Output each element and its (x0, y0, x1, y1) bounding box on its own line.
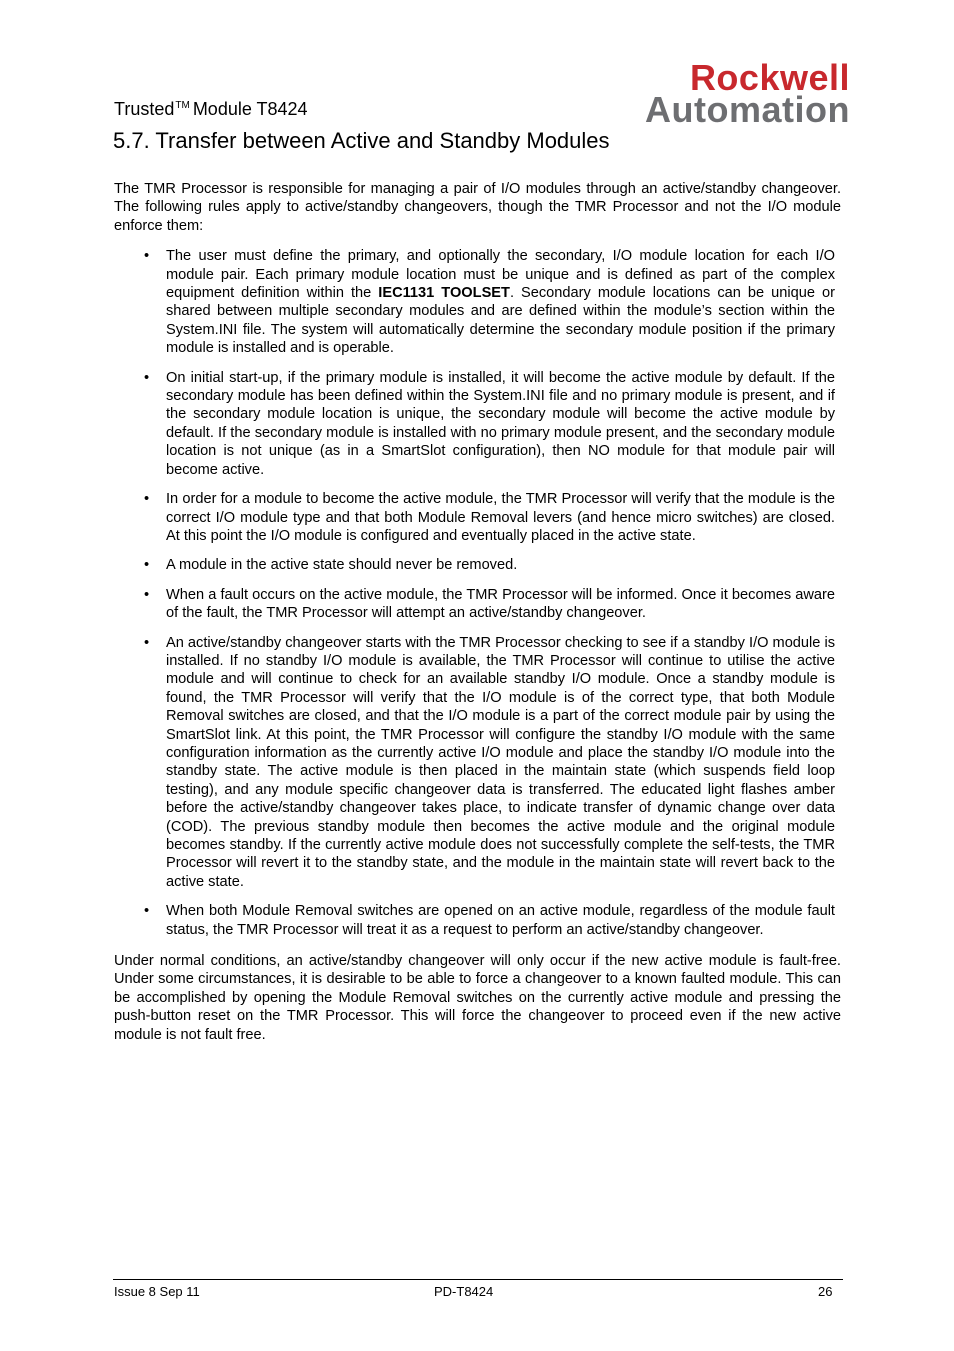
list-item-text: An active/standby changeover starts with the TMR Processor checking to see if a standby I/O module is installed. If no standby I/O module is available, the TMR Processor will continue to utilise the active module and will continue to check for an available standby I/O module. Once a standby module is found, the TMR Processor will verify that the I/O module is of the correct type, that both Module Removal switches are closed, and that the I/O module is a part of the correct module pair by using the SmartSlot link. At this point, the TMR Processor will configure the standby I/O module with the same configuration information as the currently active I/O module and place the standby I/O module into the standby state. The active module is then placed in the maintain state (which suspends field loop testing), and any module specific changeover data is transferred. The educated light flashes amber before the active/standby changeover takes place, to indicate transfer of dynamic change over data (COD). The previous standby module then becomes the active module and the original module becomes standby. If the currently active module does not successfully complete the self-tests, the TMR Processor will revert it to the standby state, and the module in the maintain state will revert back to the active state. (166, 634, 835, 890)
trademark-mark: TM (175, 100, 190, 111)
page-body (114, 180, 841, 1044)
list-item (114, 634, 841, 892)
list-item (114, 586, 841, 623)
footer-issue: Issue 8 Sep 11 (114, 1284, 200, 1299)
list-item (114, 369, 841, 479)
list-item-text: On initial start-up, if the primary module is installed, it will become the active module by default. If the secondary module has been defined within the System.INI file and no primary module is present, and if the secondary module location is unique, the secondary module will become the active module by default. If the secondary module is installed with no primary module present, and the secondary module location is not unique (as in a SmartSlot configuration), then NO module for that module pair will become active. (166, 369, 835, 478)
footer-document-number: PD-T8424 (434, 1284, 494, 1299)
bullet-glyph: • (144, 586, 150, 603)
bullet-glyph: • (144, 557, 150, 574)
bullet-glyph: • (144, 248, 150, 265)
product-suffix: Module T8424 (192, 99, 308, 119)
list-item-text: In order for a module to become the active module, the TMR Processor will verify that the module is the correct I/O module type and that both Module Removal levers (and hence micro switches) are closed. At this point the I/O module is configured and eventually placed in the active state. (166, 491, 835, 544)
bullet-glyph: • (144, 369, 150, 386)
list-item (114, 556, 841, 574)
rules-list (114, 247, 841, 939)
rockwell-automation-logo (597, 57, 850, 130)
bullet-glyph: • (144, 634, 150, 651)
closing-paragraph: Under normal conditions, an active/standby changeover will only occur if the new active module is fault-free. Under some circumstances, it is desirable to be able to force a changeover to a known faulted module. This can be accomplished by opening the Module Removal switches on the currently active module and pressing the push-button reset on the TMR Processor. This will force the changeover to proceed even if the new active module is not fault free. (114, 953, 841, 1043)
intro-paragraph: The TMR Processor is responsible for managing a pair of I/O modules through an active/standby changeover. The following rules apply to active/standby changeovers, though the TMR Processor and not the I/O module enforce them: (114, 181, 841, 234)
product-prefix: Trusted (114, 99, 175, 119)
footer-page-number: 26 (818, 1284, 833, 1299)
toolset-name: IEC1131 TOOLSET (378, 285, 510, 302)
list-item-text-pre: The user must define the primary, and optionally the secondary, I/O module location for each I/O module pair. Each primary module location must be unique and is defined as part of the complex equipment definition within the (166, 248, 835, 302)
list-item-text: A module in the active state should never be removed. (166, 557, 518, 574)
list-item-text-post: . Secondary module locations can be unique or shared between multiple secondary modules and are defined within the module’s section within the System.INI file. The system will automatically determine the secondary module position if the primary module is installed and is operable. (166, 285, 835, 357)
list-item-text: When a fault occurs on the active module, the TMR Processor will be informed. Once it becomes aware of the fault, the TMR Processor will attempt an active/standby changeover. (166, 586, 835, 622)
footer-divider (113, 1279, 843, 1280)
list-item (114, 902, 841, 939)
bullet-glyph: • (144, 491, 150, 508)
product-title (114, 99, 308, 120)
list-item-text: When both Module Removal switches are opened on an active module, regardless of the module fault status, the TMR Processor will treat it as a request to perform an active/standby changeover. (166, 903, 835, 938)
list-item (114, 247, 841, 357)
logo-line-rockwell: Rockwell (689, 57, 850, 98)
logo-line-automation: Automation (645, 89, 850, 130)
list-item (114, 490, 841, 545)
bullet-glyph: • (144, 903, 150, 920)
section-heading: 5.7. Transfer between Active and Standby Modules (113, 128, 610, 153)
